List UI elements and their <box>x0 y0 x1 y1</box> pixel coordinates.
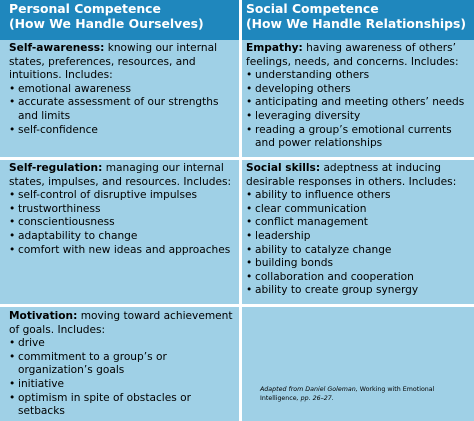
list-item: • drive <box>9 337 237 351</box>
list-item: • ability to create group synergy <box>246 284 472 298</box>
term: Empathy: <box>246 42 303 54</box>
term: Self-regulation: <box>9 162 103 174</box>
cell-intro <box>246 42 472 69</box>
description: managing our internal states, impulses, and resources. Includes: <box>9 162 232 188</box>
credit-part1: Adapted from Daniel Goleman, <box>260 386 360 393</box>
item-list <box>246 189 472 298</box>
row-divider <box>0 304 474 307</box>
header-title: Social Competence <box>246 1 379 16</box>
row-divider <box>0 157 239 160</box>
description: knowing our internal states, preferences, resources, and intuitions. Includes: <box>9 42 218 82</box>
cell-intro <box>246 162 472 189</box>
column-divider <box>239 0 242 421</box>
source-credit <box>260 385 465 403</box>
list-item: • commitment to a group’s or organization’s goals <box>9 351 237 378</box>
description: moving toward achievement of goals. Includes: <box>9 310 233 336</box>
list-item: • trustworthiness <box>9 203 237 217</box>
list-item: • accurate assessment of our strengths and limits <box>9 96 237 123</box>
cell-empathy <box>246 42 472 151</box>
header-title: Personal Competence <box>9 1 161 16</box>
cell-intro <box>9 42 237 83</box>
list-item: • leveraging diversity <box>246 110 472 124</box>
cell-motivation <box>9 310 237 419</box>
item-list <box>9 337 237 419</box>
cell-intro <box>9 162 237 189</box>
header-social-competence <box>246 1 471 41</box>
item-list <box>9 83 237 137</box>
cell-self-awareness <box>9 42 237 137</box>
item-list <box>9 189 237 257</box>
list-item: • self-confidence <box>9 124 237 138</box>
credit-book-title: Working with Emotional Intelligence <box>260 386 435 403</box>
list-item: • conflict management <box>246 216 472 230</box>
list-item: • reading a group’s emotional currents and power relationships <box>246 124 472 151</box>
list-item: • conscientiousness <box>9 216 237 230</box>
list-item: • self-control of disruptive impulses <box>9 189 237 203</box>
list-item: • adaptability to change <box>9 230 237 244</box>
cell-social-skills <box>246 162 472 298</box>
list-item: • building bonds <box>246 257 472 271</box>
list-item: • comfort with new ideas and approaches <box>9 244 237 258</box>
header-subtitle: (How We Handle Relationships) <box>246 16 467 31</box>
term: Self-awareness: <box>9 42 105 54</box>
list-item: • optimism in spite of obstacles or setbacks <box>9 392 237 419</box>
list-item: • initiative <box>9 378 237 392</box>
list-item: • understanding others <box>246 69 472 83</box>
list-item: • anticipating and meeting others’ needs <box>246 96 472 110</box>
list-item: • developing others <box>246 83 472 97</box>
list-item: • ability to influence others <box>246 189 472 203</box>
list-item: • leadership <box>246 230 472 244</box>
header-subtitle: (How We Handle Ourselves) <box>9 16 204 31</box>
cell-self-regulation <box>9 162 237 257</box>
item-list <box>246 69 472 151</box>
list-item: • clear communication <box>246 203 472 217</box>
list-item: • collaboration and cooperation <box>246 271 472 285</box>
list-item: • ability to catalyze change <box>246 244 472 258</box>
term: Social skills: <box>246 162 321 174</box>
list-item: • emotional awareness <box>9 83 237 97</box>
description: having awareness of others’ feelings, needs, and concerns. Includes: <box>246 42 459 68</box>
description: adeptness at inducing desirable responses in others. Includes: <box>246 162 457 188</box>
header-personal-competence <box>9 1 234 41</box>
term: Motivation: <box>9 310 78 322</box>
cell-intro <box>9 310 237 337</box>
credit-part3: , pp. 26–27. <box>296 395 334 403</box>
row-divider <box>242 157 474 160</box>
